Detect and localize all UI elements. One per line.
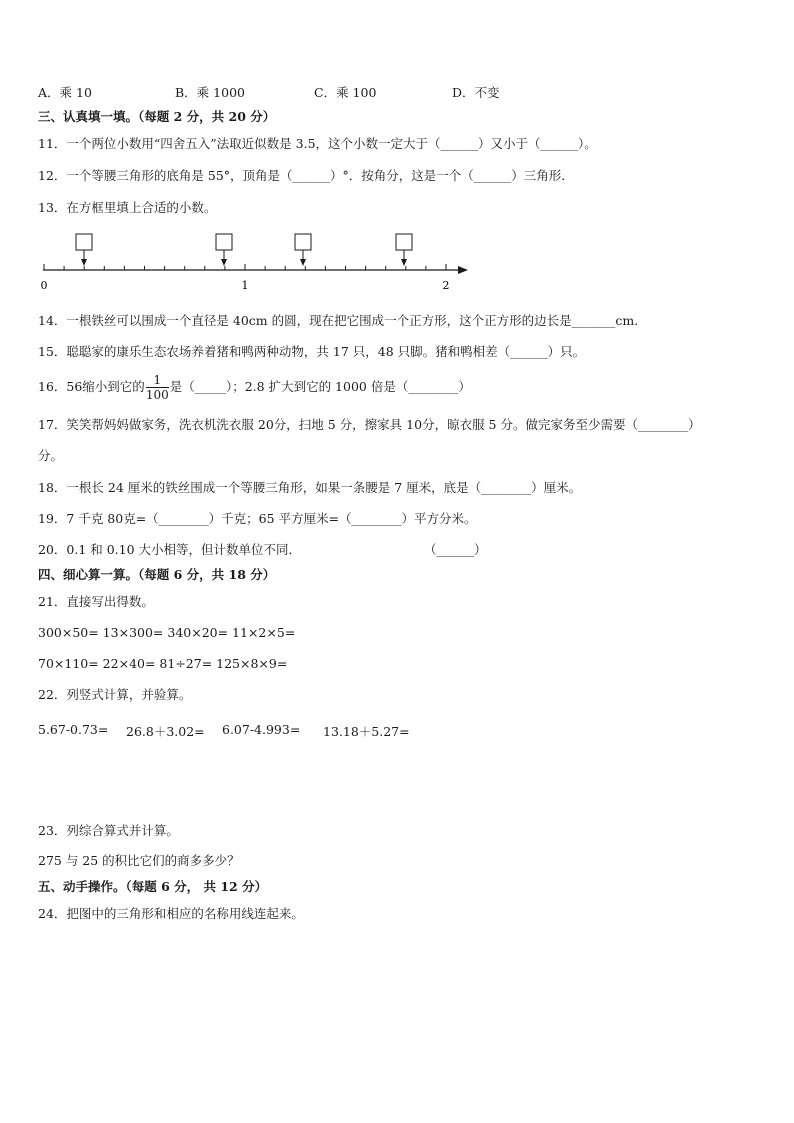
question-18: 18．一根长 24 厘米的铁丝围成一个等腰三角形，如果一条腰是 7 厘米，底是（________）厘米。 (38, 480, 582, 495)
question-15: 15．聪聪家的康乐生态农场养着猪和鸭两种动物，共 17 只，48 只脚。猪和鸭相差（______）只。 (38, 344, 586, 359)
fraction (146, 373, 169, 402)
question-22-item: 26.8＋3.02= (126, 724, 205, 739)
question-21-row-2: 70×110= 22×40= 81÷27= 125×8×9= (38, 656, 288, 671)
question-24: 24．把图中的三角形和相应的名称用线连起来。 (38, 906, 304, 921)
option-a: A．乘 10 (38, 85, 92, 100)
question-16-before: 16．56缩小到它的 (38, 379, 145, 394)
option-b: B．乘 1000 (175, 85, 245, 100)
question-17-cont: 分。 (38, 448, 64, 463)
question-13: 13．在方框里填上合适的小数。 (38, 200, 217, 215)
answer-box-1 (76, 234, 92, 250)
question-20: 20．0.1 和 0.10 大小相等，但计数单位不同． (38, 542, 302, 557)
answer-box-4 (396, 234, 412, 250)
question-23-text: 275 与 25 的积比它们的商多多少？ (38, 853, 240, 868)
question-23: 23．列综合算式并计算。 (38, 823, 179, 838)
answer-box-2 (216, 234, 232, 250)
axis-arrow (458, 266, 468, 274)
answer-box-3 (295, 234, 311, 250)
tick-label-2: 2 (442, 279, 450, 292)
question-22-item: 6.07-4.993= (222, 722, 301, 737)
question-22-item: 5.67-0.73= (38, 722, 109, 737)
question-20-blank: （______） (424, 542, 487, 557)
fraction-numerator: 1 (146, 373, 169, 388)
question-19: 19．7 千克 80克=（________）千克；65 平方厘米=（________）平方分米。 (38, 511, 477, 526)
section-3-heading: 三、认真填一填。（每题 2 分，共 20 分） (38, 109, 276, 124)
fraction-denominator: 100 (145, 388, 169, 402)
question-21: 21．直接写出得数。 (38, 594, 154, 609)
number-line (38, 228, 478, 296)
tick-marks (44, 264, 446, 270)
section-4-heading: 四、细心算一算。（每题 6 分，共 18 分） (38, 567, 276, 582)
question-14: 14．一根铁丝可以围成一个直径是 40cm 的圆，现在把它围成一个正方形，这个正方形的边长是_______cm. (38, 313, 639, 328)
question-17: 17．笑笑帮妈妈做家务，洗衣机洗衣服 20分，扫地 5 分，擦家具 10分，晾衣服 5 分。做完家务至少需要（________） (38, 417, 701, 432)
tick-label-0: 0 (40, 279, 48, 292)
question-16-after: 是（_____）；2.8 扩大到它的 1000 倍是（________） (169, 379, 471, 394)
question-22-item: 13.18＋5.27= (323, 724, 410, 739)
question-11: 11．一个两位小数用“四舍五入”法取近似数是 3.5，这个小数一定大于（______）又小于（______）。 (38, 136, 597, 151)
tick-label-1: 1 (241, 279, 249, 292)
option-d: D．不变 (452, 85, 500, 100)
option-c: C．乘 100 (314, 85, 377, 100)
section-5-heading: 五、动手操作。（每题 6 分， 共 12 分） (38, 879, 268, 894)
question-12: 12．一个等腰三角形的底角是 55°，顶角是（______）°．按角分，这是一个（______）三角形． (38, 168, 574, 183)
question-22: 22．列竖式计算，并验算。 (38, 687, 192, 702)
question-16 (38, 370, 471, 404)
question-21-row-1: 300×50= 13×300= 340×20= 11×2×5= (38, 625, 296, 640)
